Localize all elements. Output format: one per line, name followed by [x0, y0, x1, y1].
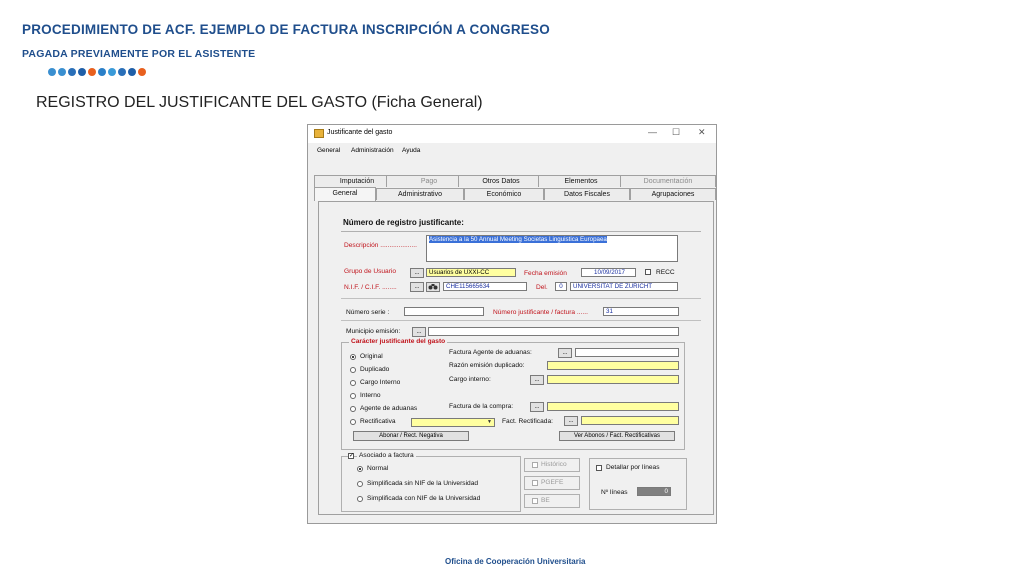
menu-bar — [308, 145, 716, 157]
descripcion-label: Descripción .................... — [344, 242, 417, 249]
radio-simplificada-sin-nif-label: Simplificada sin NIF de la Universidad — [367, 480, 479, 487]
tab-otros-datos[interactable]: Otros Datos — [458, 175, 544, 187]
radio-simplificada-con-nif[interactable] — [357, 496, 363, 502]
numero-serie-label: Número serie : — [346, 309, 390, 316]
tab-datos-fiscales[interactable]: Datos Fiscales — [544, 188, 630, 200]
general-panel — [318, 201, 714, 515]
historico-label: Histórico — [541, 461, 567, 468]
pgefe-checkbox[interactable] — [532, 480, 538, 486]
radio-cargo-interno-label: Cargo Interno — [360, 379, 401, 386]
cargo-interno-lookup-button[interactable]: ... — [530, 375, 544, 385]
tab-pago[interactable]: Pago — [386, 175, 472, 187]
recc-checkbox[interactable] — [645, 269, 651, 275]
tab-economico[interactable]: Económico — [464, 188, 544, 200]
radio-rectificativa[interactable] — [350, 419, 356, 425]
menu-administracion[interactable]: Administración — [351, 147, 394, 154]
radio-rectificativa-label: Rectificativa — [360, 418, 396, 425]
nif-label: N.I.F. / C.I.F. ........ — [344, 284, 397, 291]
abonar-rect-negativa-button[interactable]: Abonar / Rect. Negativa — [353, 431, 469, 441]
radio-duplicado[interactable] — [350, 367, 356, 373]
nif-field[interactable]: CHE115665634 — [443, 282, 527, 291]
window-app-icon — [314, 129, 324, 138]
slide-subtitle: PAGADA PREVIAMENTE POR EL ASISTENTE — [22, 48, 256, 60]
radio-agente-aduanas[interactable] — [350, 406, 356, 412]
decorative-dot — [78, 68, 86, 76]
numero-justificante-label: Número justificante / factura ...... — [493, 309, 588, 316]
section-heading: REGISTRO DEL JUSTIFICANTE DEL GASTO (Ficha General) — [36, 94, 483, 111]
radio-interno[interactable] — [350, 393, 356, 399]
radio-cargo-interno[interactable] — [350, 380, 356, 386]
menu-ayuda[interactable]: Ayuda — [402, 147, 421, 154]
tab-administrativo[interactable]: Administrativo — [376, 188, 464, 200]
divider — [341, 231, 701, 232]
be-label: BE — [541, 497, 550, 504]
decorative-dot — [138, 68, 146, 76]
decorative-dot — [58, 68, 66, 76]
window-titlebar — [308, 125, 716, 143]
recc-label: RECC — [656, 269, 675, 276]
razon-duplicado-field[interactable] — [547, 361, 679, 370]
asociado-label: Asociado a factura — [359, 452, 414, 459]
descripcion-textarea[interactable] — [426, 235, 678, 262]
delegacion-label: Del. — [536, 284, 548, 291]
be-checkbox[interactable] — [532, 498, 538, 504]
delegacion-field[interactable]: 0 — [555, 282, 567, 291]
historico-checkbox[interactable] — [532, 462, 538, 468]
factura-compra-lookup-button[interactable]: ... — [530, 402, 544, 412]
radio-interno-label: Interno — [360, 392, 381, 399]
factura-compra-label: Factura de la compra: — [449, 403, 514, 410]
radio-simplificada-con-nif-label: Simplificada con NIF de la Universidad — [367, 495, 481, 502]
tab-general[interactable]: General — [314, 187, 376, 201]
decorative-dot — [118, 68, 126, 76]
razon-duplicado-label: Razón emisión duplicado: — [449, 362, 525, 369]
fact-rectificada-field[interactable] — [581, 416, 679, 425]
fact-rectificada-lookup-button[interactable]: ... — [564, 416, 578, 426]
tab-documentacion[interactable]: Documentación — [620, 175, 716, 187]
grupo-usuario-label: Grupo de Usuario — [344, 268, 397, 275]
agente-aduanas-lookup-button[interactable]: ... — [558, 348, 572, 358]
chevron-down-icon: ▼ — [487, 419, 492, 425]
municipio-emision-label: Municipio emisión: — [346, 328, 401, 335]
decorative-dot — [68, 68, 76, 76]
decorative-dot — [88, 68, 96, 76]
detallar-label: Detallar por líneas — [606, 464, 660, 471]
registro-heading: Número de registro justificante: — [343, 218, 464, 227]
divider — [341, 320, 701, 321]
decorative-dot — [98, 68, 106, 76]
menu-general[interactable]: General — [317, 147, 341, 154]
decorative-dot — [48, 68, 56, 76]
divider — [341, 298, 701, 299]
radio-agente-aduanas-label: Agente de aduanas — [360, 405, 418, 412]
justificante-window — [307, 124, 717, 524]
agente-aduanas-label: Factura Agente de aduanas: — [449, 349, 532, 356]
nif-lookup-button[interactable]: ... — [410, 282, 424, 292]
numero-justificante-field[interactable]: 31 — [603, 307, 679, 316]
proveedor-name-field[interactable]: UNIVERSITAT DE ZURICHT — [570, 282, 678, 291]
radio-original-label: Original — [360, 353, 383, 360]
agente-aduanas-field[interactable] — [575, 348, 679, 357]
close-button[interactable]: ✕ — [698, 127, 706, 137]
num-lineas-label: Nº líneas — [601, 489, 628, 496]
detallar-checkbox[interactable] — [596, 465, 602, 471]
asociado-checkbox[interactable]: ✓ — [349, 453, 355, 459]
radio-normal[interactable] — [357, 466, 363, 472]
binoculars-icon[interactable] — [426, 282, 440, 292]
pgefe-label: PGEFE — [541, 479, 564, 486]
decorative-dots — [48, 68, 146, 78]
slide-footer: Oficina de Cooperación Universitaria — [445, 557, 586, 566]
cargo-interno-label: Cargo interno: — [449, 376, 491, 383]
fecha-emision-field[interactable]: 10/09/2017 — [581, 268, 636, 277]
rectificativa-select[interactable] — [411, 418, 495, 427]
tab-agrupaciones[interactable]: Agrupaciones — [630, 188, 716, 200]
num-lineas-field: 0 — [637, 487, 671, 496]
maximize-button[interactable]: ☐ — [672, 127, 681, 137]
caracter-group-title: Carácter justificante del gasto — [351, 338, 446, 345]
descripcion-value: Asistencia a la 50 Annual Meeting Societas Linguistica Europaea — [429, 236, 607, 243]
fact-rectificada-label: Fact. Rectificada: — [502, 418, 553, 425]
municipio-lookup-button[interactable]: ... — [412, 327, 426, 337]
grupo-usuario-field[interactable]: Usuarios de UXXI-CC — [426, 268, 516, 277]
minimize-button[interactable]: — — [648, 127, 657, 137]
ver-abonos-button[interactable]: Ver Abonos / Fact. Rectificativas — [559, 431, 675, 441]
tab-elementos[interactable]: Elementos — [538, 175, 624, 187]
radio-normal-label: Normal — [367, 465, 389, 472]
radio-original[interactable] — [350, 354, 356, 360]
radio-simplificada-sin-nif[interactable] — [357, 481, 363, 487]
radio-duplicado-label: Duplicado — [360, 366, 390, 373]
factura-compra-field[interactable] — [547, 402, 679, 411]
decorative-dot — [108, 68, 116, 76]
tab-imputacion[interactable]: Imputación — [314, 175, 400, 187]
decorative-dot — [128, 68, 136, 76]
fecha-emision-label: Fecha emisión — [524, 270, 567, 277]
grupo-usuario-lookup-button[interactable]: ... — [410, 268, 424, 278]
municipio-field[interactable] — [428, 327, 679, 336]
numero-serie-field[interactable] — [404, 307, 484, 316]
slide-title: PROCEDIMIENTO DE ACF. EJEMPLO DE FACTURA INSCRIPCIÓN A CONGRESO — [22, 22, 550, 37]
cargo-interno-field[interactable] — [547, 375, 679, 384]
window-title: Justificante del gasto — [327, 129, 393, 136]
